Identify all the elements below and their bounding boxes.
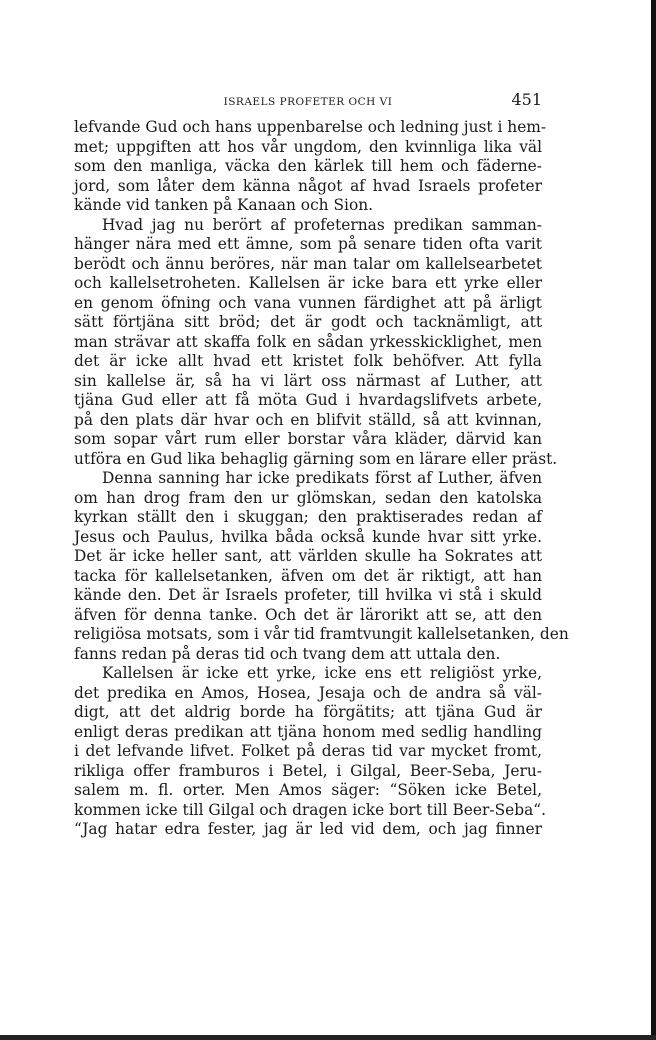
text-line: sin kallelse är, så ha vi lärt oss närmast af Luther, att <box>74 371 542 390</box>
page-number: 451 <box>511 90 542 109</box>
running-title: ISRAELS PROFETER OCH VI <box>223 96 393 108</box>
text-line: utföra en Gud lika behaglig gärning som en lärare eller präst. <box>74 449 558 468</box>
text-line: salem m. fl. orter. Men Amos säger: “Söken icke Betel, <box>74 781 542 799</box>
text-line: Det är icke heller sant, att världen skulle ha Sokrates att <box>74 547 542 565</box>
scan-edge-right <box>651 0 656 1040</box>
text-line: Hvad jag nu berört af profeternas predikan samman- <box>102 215 542 234</box>
text-line: kände den. Det är Israels profeter, till hvilka vi stå i skuld <box>74 586 542 604</box>
text-line: Denna sanning har icke predikats först af Luther, äfven <box>102 469 542 487</box>
text-line: om han drog fram den ur glömskan, sedan den katolska <box>74 488 542 507</box>
text-line: det predika en Amos, Hosea, Jesaja och de andra så väl- <box>74 683 542 702</box>
text-line: som sopar vårt rum eller borstar våra kläder, därvid kan <box>74 430 542 448</box>
text-line: enligt deras predikan att tjäna honom med sedlig handling <box>74 722 542 741</box>
text-line: fanns redan på deras tid och tvang dem att uttala den. <box>74 644 501 663</box>
text-line: rikliga offer framburos i Betel, i Gilgal, Beer-Seba, Jeru- <box>74 761 542 780</box>
text-line: på den plats där hvar och en blifvit ställd, så att kvinnan, <box>74 410 542 429</box>
text-line: tacka för kallelsetanken, äfven om det är riktigt, att han <box>74 566 542 585</box>
scan-edge-bottom <box>0 1035 656 1040</box>
book-page <box>74 88 569 840</box>
text-line: met; uppgiften att hos vår ungdom, den kvinnliga lika väl <box>74 137 542 156</box>
text-line: äfven för denna tanke. Och det är lärorikt att se, att den <box>74 605 542 624</box>
text-line: en genom öfning och vana vunnen färdighet att på ärligt <box>74 293 542 312</box>
text-line: religiösa motsats, som i vår tid framtvungit kallelsetanken, den <box>74 625 569 643</box>
text-line: digt, att det aldrig borde ha förgätits; att tjäna Gud är <box>74 703 542 721</box>
body-text <box>74 118 569 840</box>
text-line: “Jag hatar edra fester, jag är led vid dem, och jag finner <box>74 820 542 838</box>
text-line: det är icke allt hvad ett kristet folk behöfver. Att fylla <box>74 352 542 370</box>
text-line: man strävar att skaffa folk en sådan yrkesskicklighet, men <box>74 332 542 351</box>
text-line: hänger nära med ett ämne, som på senare tiden ofta varit <box>74 235 542 253</box>
text-line: berödt och ännu beröres, när man talar om kallelsearbetet <box>74 254 542 273</box>
text-line: kommen icke till Gilgal och dragen icke bort till Beer-Seba“. <box>74 800 547 819</box>
text-line: kyrkan ställt den i skuggan; den praktiserades redan af <box>74 508 542 526</box>
text-line: kände vid tanken på Kanaan och Sion. <box>74 196 374 214</box>
text-line: lefvande Gud och hans uppenbarelse och ledning just i hem- <box>74 118 547 136</box>
text-line: och kallelsetroheten. Kallelsen är icke bara ett yrke eller <box>74 274 542 292</box>
text-line: jord, som låter dem känna något af hvad Israels profeter <box>74 176 542 195</box>
page-header <box>74 88 542 118</box>
text-line: som den manliga, väcka den kärlek till hem och fäderne- <box>74 157 542 175</box>
text-line: sätt förtjäna sitt bröd; det är godt och tacknämligt, att <box>74 313 542 331</box>
text-line: tjäna Gud eller att få möta Gud i hvardagslifvets arbete, <box>74 391 542 409</box>
text-line: Jesus och Paulus, hvilka båda också kunde hvar sitt yrke. <box>74 527 542 546</box>
text-line: Kallelsen är icke ett yrke, icke ens ett religiöst yrke, <box>102 664 542 682</box>
text-line: i det lefvande lifvet. Folket på deras tid var mycket fromt, <box>74 742 542 760</box>
